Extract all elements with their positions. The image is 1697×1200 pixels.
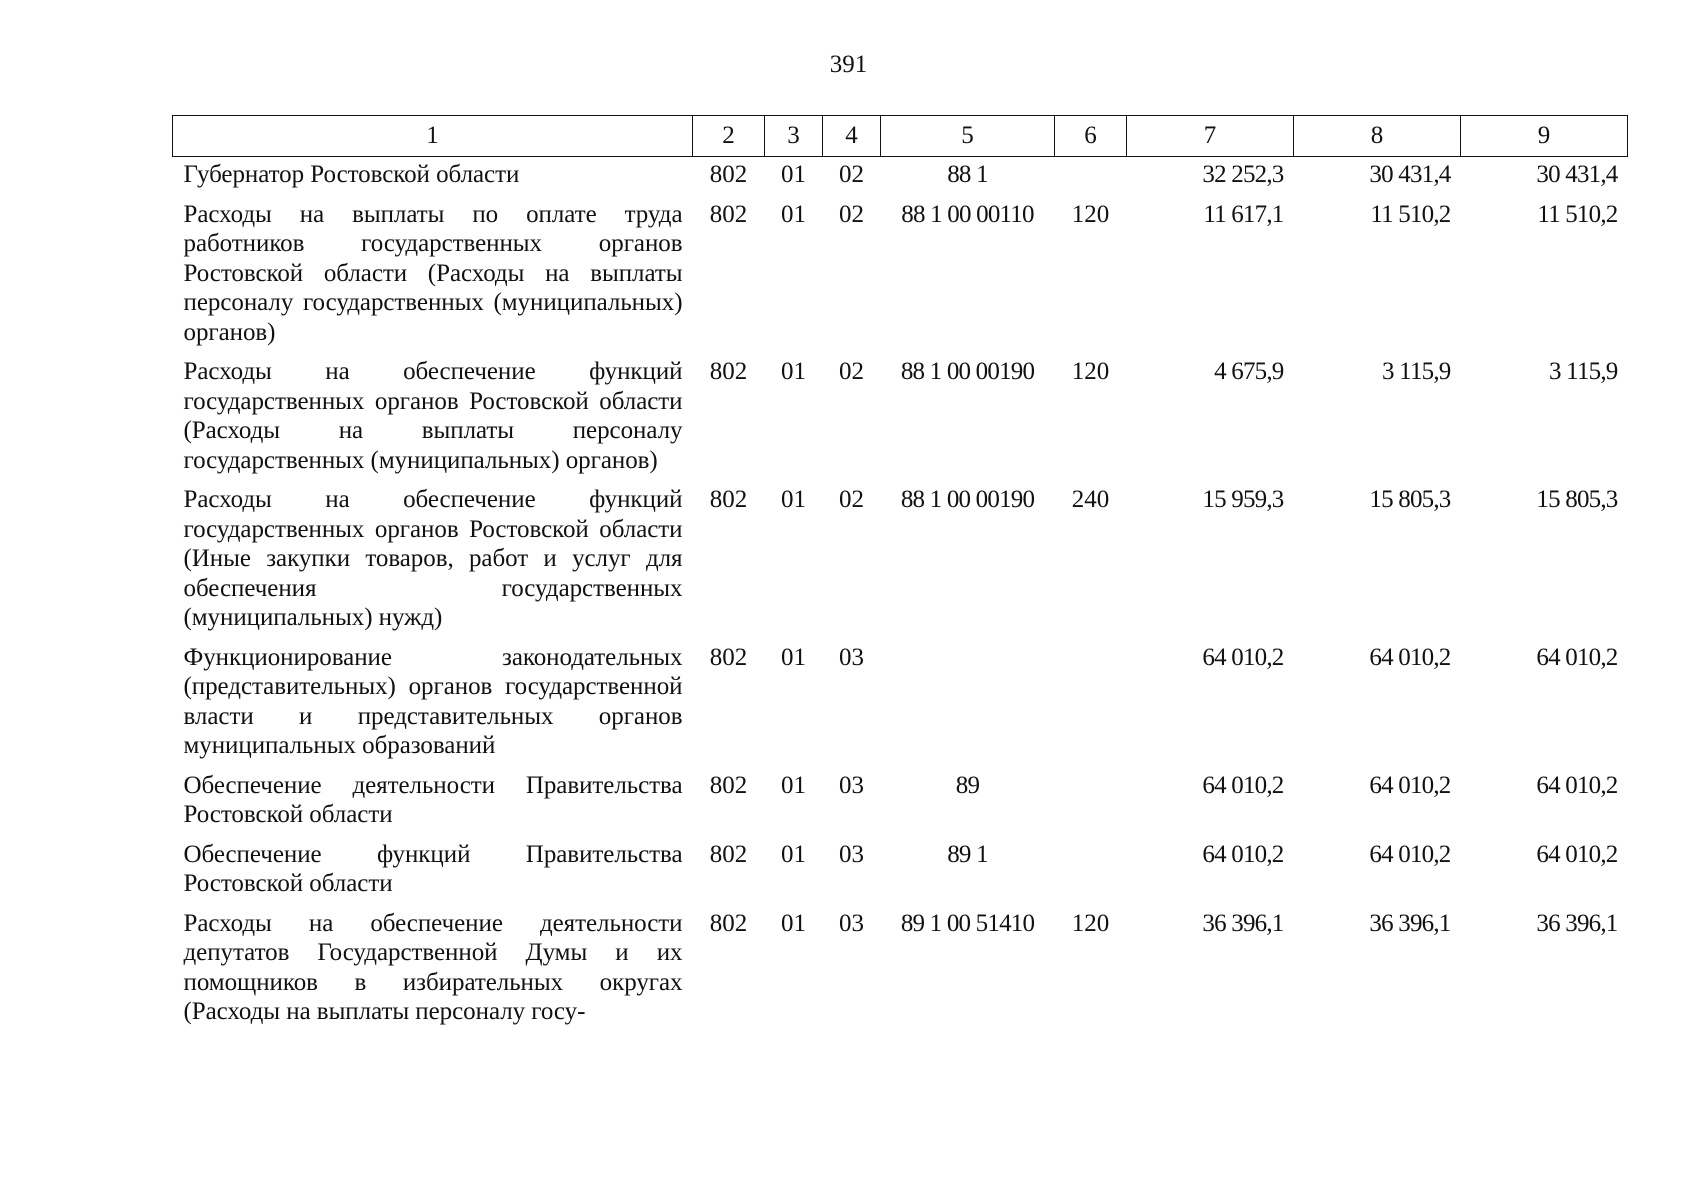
subsection-code: 03 — [839, 840, 864, 868]
amount-col9: 3 115,9 — [1549, 358, 1618, 385]
column-header: 8 — [1294, 116, 1461, 157]
target-article-code: 89 — [955, 771, 980, 799]
subsection-code: 02 — [839, 161, 864, 188]
subsection-code: 02 — [839, 200, 864, 228]
amount-col9: 30 431,4 — [1536, 161, 1618, 188]
amount-col8: 30 431,4 — [1369, 161, 1451, 188]
amount-col7: 11 617,1 — [1203, 200, 1284, 228]
expense-type-code: 240 — [1071, 486, 1110, 513]
section-code: 01 — [781, 909, 806, 937]
amount-col7: 32 252,3 — [1202, 161, 1284, 188]
amount-col7: 64 010,2 — [1202, 771, 1284, 799]
expense-name: Расходы на обеспечение функций государственных органов Ростовской области (Расходы на выплаты персоналу государственных (муниципальных) органов) — [183, 358, 683, 474]
expense-name: Расходы на обеспечение деятельности депутатов Государственной Думы и их помощников в избирательных округах (Расходы на выплаты персоналу госу- — [183, 909, 683, 1025]
table-row — [173, 157, 1628, 195]
budget-table — [172, 115, 1628, 1032]
amount-col7: 64 010,2 — [1202, 840, 1284, 868]
target-article-code: 88 1 00 00190 — [900, 358, 1035, 385]
section-code: 01 — [781, 771, 806, 799]
section-code: 01 — [781, 358, 806, 385]
table-row — [173, 352, 1628, 480]
column-header: 2 — [693, 116, 765, 157]
expense-name: Функционирование законодательных (представительных) органов государственной власти и представительных органов муниципальных образований — [183, 643, 683, 759]
subsection-code: 03 — [839, 909, 864, 937]
expense-name: Расходы на выплаты по оплате труда работников государственных органов Ростовской области (Расходы на выплаты персоналу государственных (муниципальных) органов) — [183, 200, 683, 346]
amount-col8: 64 010,2 — [1369, 840, 1451, 868]
amount-col9: 15 805,3 — [1536, 486, 1618, 513]
expense-name: Обеспечение функций Правительства Ростовской области — [183, 840, 683, 897]
amount-col9: 36 396,1 — [1536, 909, 1618, 937]
table-row — [173, 904, 1628, 1032]
subsection-code: 02 — [839, 358, 864, 385]
target-article-code: 88 1 — [947, 161, 988, 188]
column-header: 1 — [173, 116, 693, 157]
ministry-code: 802 — [709, 161, 748, 188]
table-row — [173, 195, 1628, 353]
expense-name: Губернатор Ростовской области — [183, 161, 520, 188]
section-code: 01 — [781, 486, 806, 513]
amount-col7: 4 675,9 — [1214, 358, 1284, 385]
ministry-code: 802 — [709, 200, 748, 228]
table-row — [173, 766, 1628, 835]
target-article-code: 88 1 00 00190 — [900, 486, 1035, 513]
amount-col9: 11 510,2 — [1537, 200, 1618, 228]
amount-col7: 64 010,2 — [1202, 643, 1284, 671]
amount-col7: 15 959,3 — [1202, 486, 1284, 513]
ministry-code: 802 — [709, 840, 748, 868]
ministry-code: 802 — [709, 486, 748, 513]
amount-col8: 64 010,2 — [1369, 771, 1451, 799]
expense-name: Обеспечение деятельности Правительства Ростовской области — [183, 771, 683, 828]
subsection-code: 03 — [839, 771, 864, 799]
amount-col8: 64 010,2 — [1369, 643, 1451, 671]
expense-type-code — [1055, 766, 1127, 835]
column-header: 7 — [1127, 116, 1294, 157]
amount-col9: 64 010,2 — [1536, 840, 1618, 868]
target-article-code: 88 1 00 00110 — [901, 200, 1034, 228]
ministry-code: 802 — [709, 643, 748, 671]
column-header: 6 — [1055, 116, 1127, 157]
page-number: 391 — [829, 51, 868, 78]
expense-type-code: 120 — [1071, 200, 1110, 228]
section-code: 01 — [781, 200, 806, 228]
ministry-code: 802 — [709, 771, 748, 799]
column-header: 9 — [1461, 116, 1628, 157]
target-article-code: 89 1 00 51410 — [900, 909, 1035, 937]
ministry-code: 802 — [709, 358, 748, 385]
table-row — [173, 835, 1628, 904]
column-header: 4 — [823, 116, 881, 157]
amount-col7: 36 396,1 — [1202, 909, 1284, 937]
subsection-code: 03 — [839, 643, 864, 671]
column-header: 3 — [765, 116, 823, 157]
table-row — [173, 480, 1628, 638]
expense-type-code — [1055, 835, 1127, 904]
target-article-code: 89 1 — [947, 840, 988, 868]
expense-type-code — [1055, 157, 1127, 195]
expense-type-code — [1055, 638, 1127, 766]
column-header: 5 — [881, 116, 1055, 157]
ministry-code: 802 — [709, 909, 748, 937]
amount-col8: 15 805,3 — [1369, 486, 1451, 513]
amount-col8: 11 510,2 — [1370, 200, 1451, 228]
amount-col9: 64 010,2 — [1536, 771, 1618, 799]
table-row — [173, 638, 1628, 766]
expense-type-code: 120 — [1071, 909, 1110, 937]
subsection-code: 02 — [839, 486, 864, 513]
amount-col8: 36 396,1 — [1369, 909, 1451, 937]
section-code: 01 — [781, 161, 806, 188]
section-code: 01 — [781, 840, 806, 868]
expense-name: Расходы на обеспечение функций государственных органов Ростовской области (Иные закупки товаров, работ и услуг для обеспечения государственных (муниципальных) нужд) — [183, 486, 683, 631]
expense-type-code: 120 — [1071, 358, 1110, 385]
table-header-row — [173, 116, 1628, 157]
amount-col8: 3 115,9 — [1382, 358, 1451, 385]
target-article-code — [881, 638, 1055, 766]
section-code: 01 — [781, 643, 806, 671]
amount-col9: 64 010,2 — [1536, 643, 1618, 671]
